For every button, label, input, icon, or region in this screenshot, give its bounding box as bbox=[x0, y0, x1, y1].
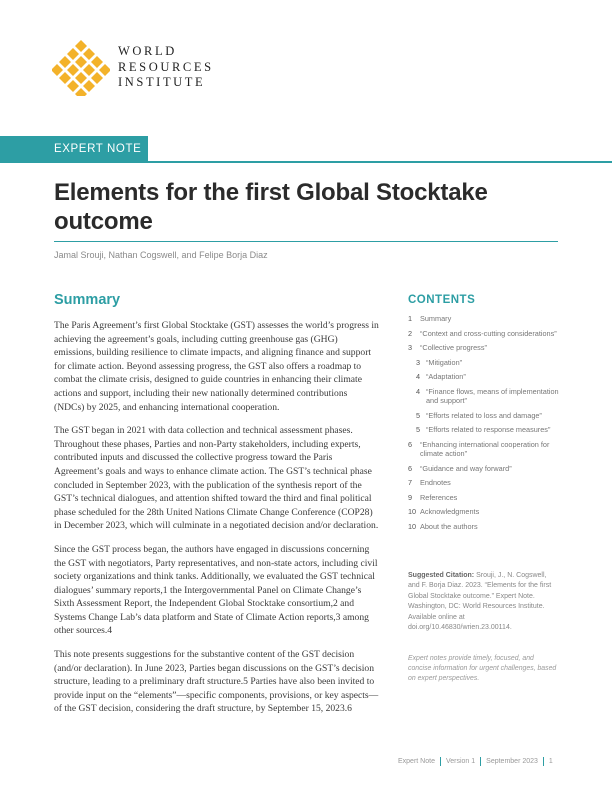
page-footer bbox=[398, 757, 553, 766]
toc-item[interactable] bbox=[408, 358, 568, 368]
toc-item[interactable] bbox=[408, 425, 568, 435]
toc-item[interactable] bbox=[408, 329, 568, 339]
footer-separator bbox=[543, 757, 544, 766]
summary-body bbox=[54, 319, 380, 726]
suggested-citation bbox=[408, 571, 558, 633]
toc-label: “Enhancing international cooperation for climate action” bbox=[420, 439, 550, 458]
toc-item[interactable] bbox=[408, 411, 568, 421]
logo-line-3: INSTITUTE bbox=[118, 75, 206, 89]
table-of-contents bbox=[408, 314, 568, 536]
toc-page-number: 9 bbox=[408, 492, 413, 502]
toc-label: References bbox=[420, 492, 458, 502]
paragraph: Since the GST process began, the authors have engaged in discussions concerning the GST with negotiators, Party representatives, and non-state actors, including civil society organizations and think tanks. Additionally, we evaluated the GST technical dialogues’ summary reports,1 the Intergovernmental Panel on Climate Change’s Sixth Assessment Report, the Independent Global Stocktake consortium,2 and Systems Change Lab’s data platform and State of Climate Action reports,3 among other sources.4 bbox=[54, 543, 378, 637]
toc-label: “Mitigation” bbox=[426, 357, 463, 367]
paragraph: The Paris Agreement’s first Global Stocktake (GST) assesses the world’s progress in achieving the agreement’s goals, including cutting greenhouse gas (GHG) emissions, building resilience to climate impacts, and aligning finance and support for climate action. Beyond assessing progress, the GST also offers a roadmap to combat the climate crisis, designed to guide countries in enhancing their climate actions and support, including their new nationally determined contributions (NDCs) by 2025, and enhancing international cooperation. bbox=[54, 320, 379, 413]
logo-line-1: WORLD bbox=[118, 44, 177, 58]
citation-text: Srouji, J., N. Cogswell, and F. Borja Diaz. 2023. “Elements for the first Global Stocktake outcome.” Expert Note. Washington, DC: World Resources Institute. Available online at doi.org/10.46830/wrien.23.00114. bbox=[408, 572, 552, 632]
paragraph: This note presents suggestions for the substantive content of the GST decision (and/or declaration). In June 2023, Parties began discussions on the GST’s decision structure, leading to a preliminary draft structure.5 Parties have also been invited to provide input on the “elements”—specific components, provisions, or key aspects—of the GST decision, considering the draft structure, by September 15, 2023.6 bbox=[54, 649, 379, 715]
toc-label: Acknowledgments bbox=[420, 507, 480, 516]
toc-page-number: 6 bbox=[408, 439, 413, 449]
toc-label: “Efforts related to loss and damage” bbox=[426, 410, 542, 420]
summary-heading: Summary bbox=[54, 292, 121, 308]
toc-page-number: 5 bbox=[416, 425, 421, 434]
toc-label: “Efforts related to response measures” bbox=[426, 425, 551, 434]
toc-label: “Guidance and way forward” bbox=[420, 463, 512, 473]
paragraph: The GST began in 2021 with data collection and technical assessment phases. Throughout these phases, Parties and non-Party stakeholders, including experts, contributed inputs and discussed the collective progress toward the Paris Agreement’s goals and ways to enhance climate action. The GST’s technical phase concluded in September 2023, with the publication of the synthesis report of the GST’s technical dialogues, and attention shifted toward the third and final political phase scheduled for the 28th United Nations Climate Change Conference (COP28) in December 2023, which will culminate in a negotiated decision and/or declaration. bbox=[54, 425, 379, 532]
wri-logo-mark bbox=[52, 38, 110, 96]
toc-label: “Adaptation” bbox=[426, 372, 466, 381]
toc-page-number: 10 bbox=[408, 507, 417, 516]
expert-note-description: Expert notes provide timely, focused, and concise information for urgent challenges, based on expert perspectives. bbox=[408, 655, 557, 682]
footer-separator bbox=[480, 757, 481, 766]
toc-label: Summary bbox=[420, 314, 452, 323]
expert-note-label: EXPERT NOTE bbox=[54, 143, 142, 155]
toc-page-number: 6 bbox=[408, 463, 413, 473]
toc-item[interactable] bbox=[408, 440, 568, 459]
logo-line-2: RESOURCES bbox=[118, 59, 214, 74]
toc-page-number: 4 bbox=[416, 386, 421, 396]
page-number: 1 bbox=[548, 758, 553, 765]
toc-page-number: 3 bbox=[408, 343, 413, 352]
footer-type: Expert Note bbox=[398, 758, 435, 765]
toc-item[interactable] bbox=[408, 464, 568, 474]
toc-label: About the authors bbox=[420, 521, 478, 531]
toc-page-number: 1 bbox=[408, 314, 413, 323]
toc-item[interactable] bbox=[408, 478, 568, 488]
citation-label: Suggested Citation: bbox=[408, 572, 475, 579]
toc-item[interactable] bbox=[408, 522, 568, 532]
authors: Jamal Srouji, Nathan Cogswell, and Felipe Borja Diaz bbox=[54, 250, 268, 260]
toc-item[interactable] bbox=[408, 387, 568, 406]
wri-logo-text bbox=[118, 44, 214, 91]
page-title: Elements for the first Global Stocktake outcome bbox=[54, 179, 488, 235]
toc-page-number: 3 bbox=[416, 357, 421, 367]
contents-heading: CONTENTS bbox=[408, 294, 476, 306]
toc-label: “Context and cross-cutting considerations” bbox=[420, 328, 557, 338]
toc-page-number: 4 bbox=[416, 372, 421, 381]
toc-page-number: 2 bbox=[408, 328, 413, 338]
toc-item[interactable] bbox=[408, 372, 568, 382]
band-divider bbox=[148, 161, 612, 163]
toc-item[interactable] bbox=[408, 507, 568, 517]
footer-separator bbox=[440, 757, 441, 766]
toc-label: “Collective progress” bbox=[420, 343, 487, 352]
toc-item[interactable] bbox=[408, 343, 568, 353]
title-divider bbox=[54, 241, 558, 242]
toc-item[interactable] bbox=[408, 493, 568, 503]
footer-version: Version 1 bbox=[445, 758, 476, 765]
toc-label: Endnotes bbox=[420, 478, 451, 487]
footer-date: September 2023 bbox=[486, 758, 538, 765]
toc-page-number: 7 bbox=[408, 478, 413, 487]
toc-label: “Finance flows, means of implementation and support” bbox=[426, 386, 559, 405]
toc-page-number: 5 bbox=[416, 410, 421, 420]
toc-page-number: 10 bbox=[408, 521, 417, 531]
toc-item[interactable] bbox=[408, 314, 568, 324]
